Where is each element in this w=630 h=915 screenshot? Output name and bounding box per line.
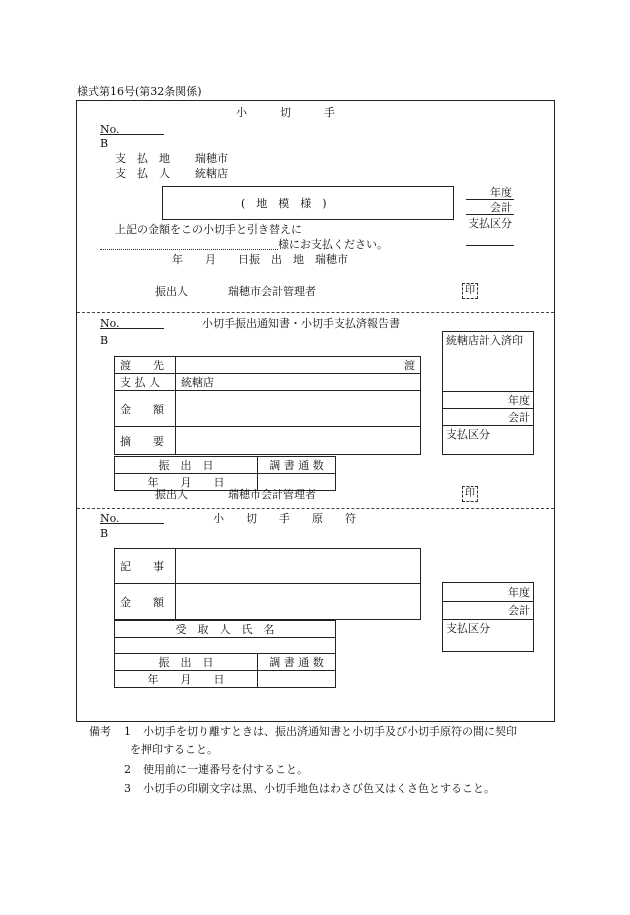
report-right-header: 統轄店計入済印 bbox=[446, 334, 523, 347]
stub-row-label: 記 事 bbox=[115, 549, 176, 584]
cheque-b-label: B bbox=[100, 137, 109, 150]
stub-doc-count-value bbox=[258, 671, 336, 688]
stub-fiscal-year: 年度 bbox=[508, 586, 530, 599]
report-right-divider-2 bbox=[443, 408, 533, 409]
stub-issue-date-label: 振 出 日 bbox=[115, 654, 258, 671]
form-number: 様式第16号(第32条関係) bbox=[77, 85, 202, 98]
report-seal-mark: 印 bbox=[462, 486, 478, 502]
report-right-divider-3 bbox=[443, 425, 533, 426]
cheque-seal bbox=[462, 283, 478, 299]
cheque-drawer-value: 瑞穂市会計管理者 bbox=[228, 285, 316, 298]
report-row-payer bbox=[115, 374, 421, 391]
payment-place-value: 瑞穂市 bbox=[195, 152, 228, 165]
report-row-payee bbox=[115, 357, 421, 374]
stub-title: 小 切 手 原 符 bbox=[213, 512, 356, 525]
stub-no-underline bbox=[100, 523, 164, 524]
cheque-no-underline bbox=[100, 134, 164, 135]
note-2-num: 2 bbox=[124, 763, 131, 776]
stub-row-note bbox=[115, 549, 421, 584]
stub-row-amount bbox=[115, 584, 421, 620]
report-row-value bbox=[176, 427, 421, 455]
fiscal-year-line bbox=[466, 199, 514, 200]
note-1-cont: を押印すること。 bbox=[130, 743, 218, 756]
report-doc-count-label: 調 書 通 数 bbox=[258, 457, 336, 474]
stub-row-value bbox=[176, 549, 421, 584]
report-row-amount bbox=[115, 391, 421, 427]
report-right-divider-1 bbox=[443, 391, 533, 392]
report-fiscal-year: 年度 bbox=[508, 394, 530, 407]
instruction-line2: 様にお支払ください。 bbox=[278, 238, 388, 251]
account-line bbox=[466, 214, 514, 215]
report-account: 会計 bbox=[508, 411, 530, 424]
cheque-fiscal-year: 年度 bbox=[490, 186, 512, 199]
note-1-num: 1 bbox=[124, 725, 131, 738]
stub-doc-count-label: 調 書 通 数 bbox=[258, 654, 336, 671]
report-b-label: B bbox=[100, 334, 109, 347]
payer-value: 統轄店 bbox=[195, 167, 228, 180]
report-date-placeholder: 年 月 日 bbox=[115, 474, 258, 491]
note-3-text: 小切手の印刷文字は黒、小切手地色はわさび色又はくさ色とすること。 bbox=[143, 782, 495, 795]
cheque-payment-category: 支払区分 bbox=[468, 217, 512, 230]
stub-table bbox=[114, 548, 421, 620]
stub-account: 会計 bbox=[508, 604, 530, 617]
stub-recipient-label: 受 取 人 氏 名 bbox=[115, 621, 336, 638]
stub-payment-category: 支払区分 bbox=[446, 622, 490, 635]
stub-right-divider-1 bbox=[443, 601, 533, 602]
perforation-2 bbox=[77, 508, 554, 509]
notes-label: 備考 bbox=[89, 725, 111, 738]
report-row-label: 渡 先 bbox=[115, 357, 176, 374]
cheque-account: 会計 bbox=[490, 201, 512, 214]
stub-b-label: B bbox=[100, 527, 109, 540]
stub-right-divider-2 bbox=[443, 619, 533, 620]
cheque-no-label: No. bbox=[100, 123, 120, 136]
report-seal bbox=[462, 486, 478, 502]
report-row-value bbox=[176, 391, 421, 427]
report-issue-date-label: 振 出 日 bbox=[115, 457, 258, 474]
pattern-box bbox=[162, 186, 454, 220]
perforation-1 bbox=[77, 312, 554, 313]
payment-place-label: 支 払 地 bbox=[115, 152, 170, 165]
category-line bbox=[466, 245, 514, 246]
stub-row-value bbox=[176, 584, 421, 620]
report-row-label: 金 額 bbox=[115, 391, 176, 427]
report-date-table bbox=[114, 456, 336, 491]
pattern-text: ( 地 模 様 ) bbox=[241, 197, 327, 210]
report-payment-category: 支払区分 bbox=[446, 428, 490, 441]
report-row-value: 渡 bbox=[176, 357, 421, 374]
note-2-text: 使用前に一連番号を付すること。 bbox=[143, 763, 308, 776]
stub-row-label: 金 額 bbox=[115, 584, 176, 620]
cheque-seal-mark: 印 bbox=[462, 283, 478, 299]
payer-label: 支 払 人 bbox=[115, 167, 170, 180]
instruction-line1: 上記の金額をこの小切手と引き替えに bbox=[115, 223, 302, 236]
report-no-underline bbox=[100, 328, 164, 329]
report-row-value: 統轄店 bbox=[176, 374, 421, 391]
cheque-title: 小 切 手 bbox=[236, 106, 335, 119]
payee-dotted-line bbox=[100, 249, 278, 250]
report-title: 小切手振出通知書・小切手支払済報告書 bbox=[202, 317, 400, 330]
report-drawer-value: 瑞穂市会計管理者 bbox=[228, 488, 316, 501]
report-right-box bbox=[442, 331, 534, 455]
stub-date-placeholder: 年 月 日 bbox=[115, 671, 258, 688]
cheque-drawer-label: 振出人 bbox=[155, 285, 188, 298]
report-no-label: No. bbox=[100, 317, 120, 330]
cheque-date-line: 年 月 日振 出 地 瑞穂市 bbox=[172, 253, 348, 266]
report-row-label: 支 払 人 bbox=[115, 374, 176, 391]
stub-right-box bbox=[442, 582, 534, 652]
stub-no-label: No. bbox=[100, 512, 120, 525]
report-drawer-label: 振出人 bbox=[155, 488, 188, 501]
report-table bbox=[114, 356, 421, 455]
note-1-text: 小切手を切り離すときは、振出済通知書と小切手及び小切手原符の間に契印 bbox=[143, 725, 517, 738]
note-3-num: 3 bbox=[124, 782, 131, 795]
stub-recipient-value bbox=[115, 638, 336, 654]
stub-recipient-table bbox=[114, 620, 336, 688]
report-row-summary bbox=[115, 427, 421, 455]
report-row-label: 摘 要 bbox=[115, 427, 176, 455]
